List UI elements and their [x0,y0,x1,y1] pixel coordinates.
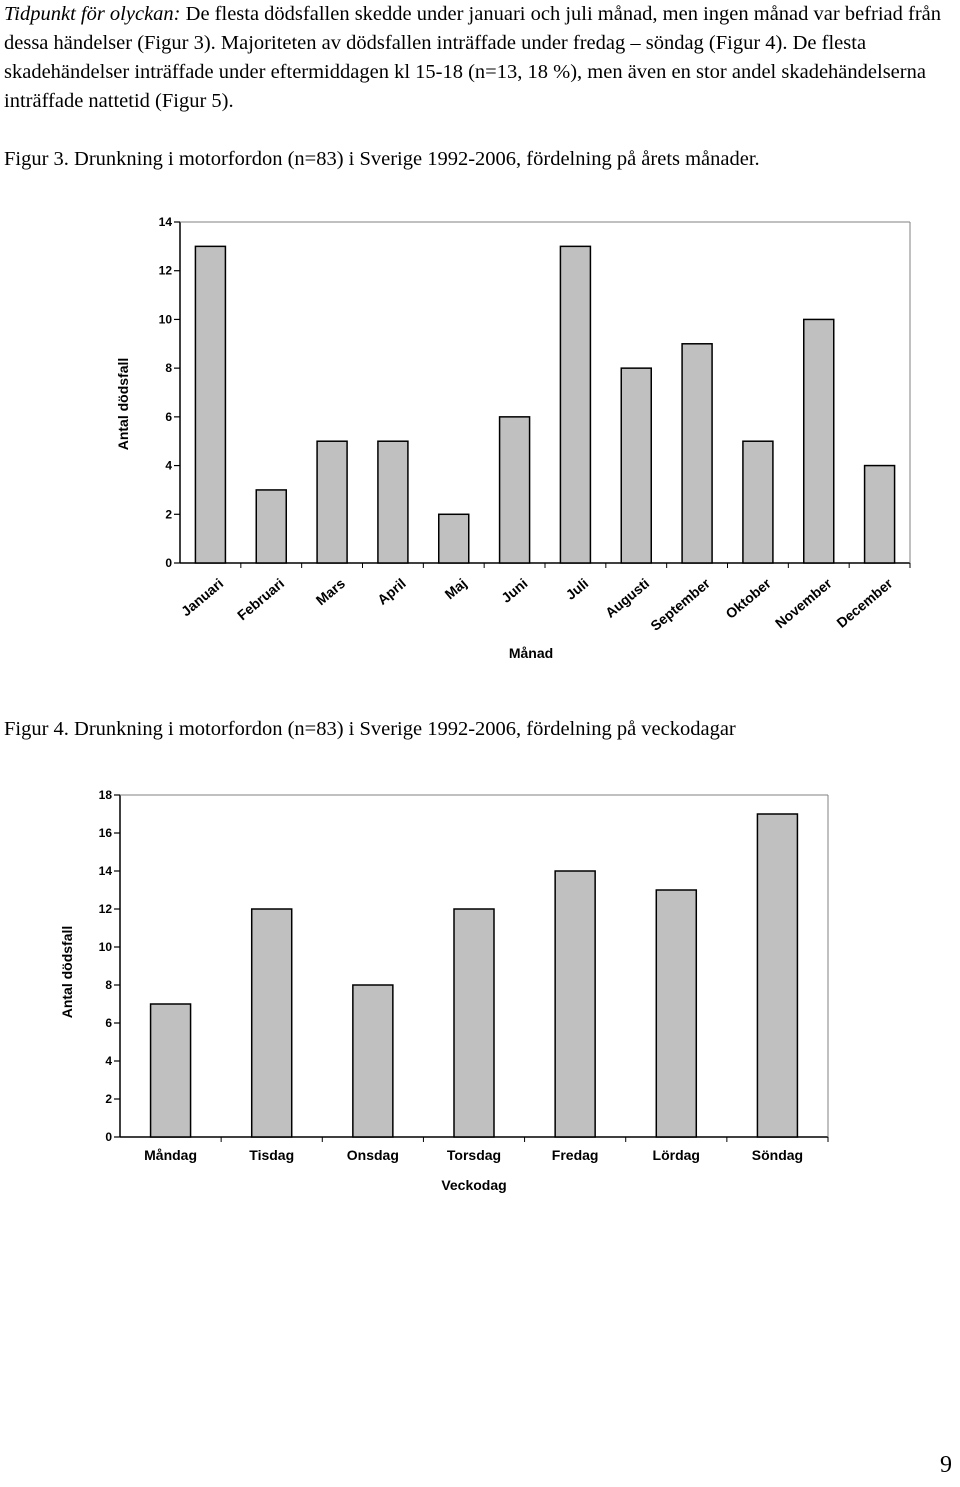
page-number: 9 [940,1452,952,1478]
weekday-x-tick-label: Torsdag [446,1147,502,1163]
weekday-x-tick-label: Fredag [551,1147,599,1163]
weekday-y-tick-label: 2 [105,1092,112,1106]
weekday-bar-måndag [151,1004,191,1137]
figure-3-caption: Figur 3. Drunkning i motorfordon (n=83) i Sverige 1992-2006, fördelning på årets månader. [4,148,760,170]
figure-4-caption: Figur 4. Drunkning i motorfordon (n=83) i Sverige 1992-2006, fördelning på veckodagar [4,718,736,740]
month-x-tick-label: Januari [177,575,227,620]
weekday-x-tick-label: Lördag [652,1147,701,1163]
month-x-tick-label: December [833,575,896,631]
month-x-tick-label: April [374,575,409,608]
weekday-y-tick-label: 16 [98,826,112,840]
weekday-x-tick-label: Söndag [751,1147,804,1163]
weekday-y-tick-label: 4 [105,1054,112,1068]
weekday-x-tick-label: Onsdag [346,1147,399,1163]
month-x-tick-label: Maj [441,575,470,603]
weekday-y-axis-title: Antal dödsfall [59,925,75,1019]
month-x-tick-label: Juli [562,575,592,603]
intro-text: De flesta dödsfallen skedde under januari och juli månad, men ingen månad var befriad från dessa händelser (Figur 3). Majoriteten av dödsfallen inträffade under fredag – söndag (Figur 4). De flesta skadehändelser inträffade under eftermiddagen kl 15-18 (n=13, 18 %), men även en stor andel skadehändelserna inträffade nattetid (Figur 5). [4,3,942,112]
weekday-bar-lördag [656,890,696,1137]
weekday-y-tick-label: 6 [105,1016,112,1030]
weekday-bar-söndag [757,814,797,1137]
month-x-tick-label: Februari [233,575,288,624]
weekday-y-tick-label: 12 [98,902,112,916]
month-x-tick-label: Mars [312,575,349,609]
weekday-y-tick-label: 18 [98,788,112,802]
month-y-tick-label: 8 [165,361,172,376]
month-y-tick-label: 2 [165,507,172,522]
weekday-x-tick-label: Tisdag [249,1147,295,1163]
month-x-tick-label: Augusti [601,575,653,621]
weekday-y-tick-label: 0 [105,1130,112,1144]
weekday-bar-torsdag [454,909,494,1137]
month-x-tick-label: September [647,575,714,634]
intro-label: Tidpunkt för olyckan: [4,3,181,25]
weekday-bar-onsdag [353,985,393,1137]
weekday-y-tick-label: 14 [98,864,112,878]
month-y-tick-label: 14 [158,215,172,229]
month-y-axis-title: Antal dödsfall [115,357,131,451]
weekday-bar-fredag [555,871,595,1137]
month-x-tick-label: Juni [498,575,531,606]
weekday-y-tick-label: 8 [105,978,112,992]
month-y-tick-label: 6 [165,409,172,424]
weekday-x-axis-title: Veckodag [441,1177,507,1193]
month-y-tick-label: 10 [158,312,172,327]
month-y-tick-label: 0 [165,556,172,570]
month-y-tick-label: 12 [158,263,172,278]
weekday-y-tick-label: 10 [98,940,112,954]
month-x-axis-title: Månad [508,645,554,661]
month-x-tick-label: Oktober [722,575,774,622]
weekday-bar-tisdag [252,909,292,1137]
month-x-tick-label: November [771,575,835,632]
weekday-x-tick-label: Måndag [144,1147,198,1163]
month-y-tick-label: 4 [165,458,172,473]
